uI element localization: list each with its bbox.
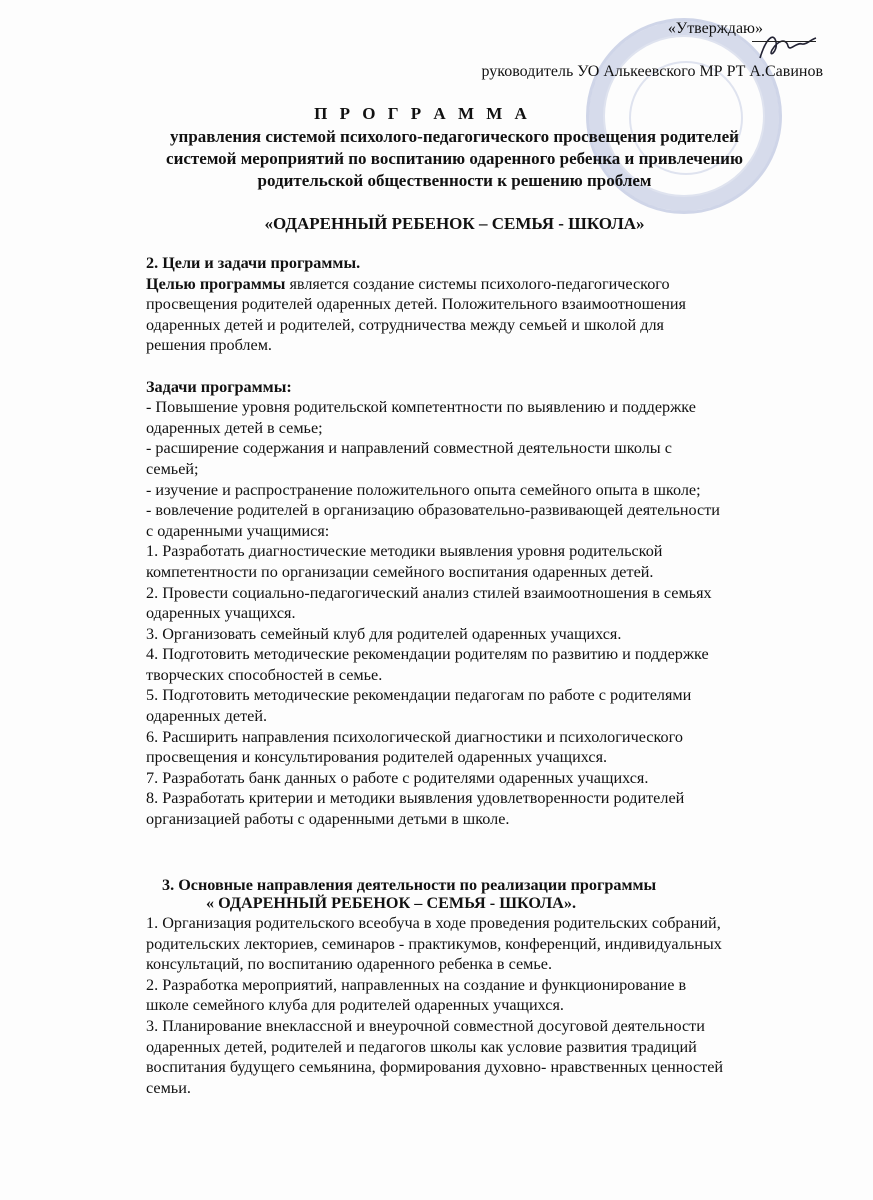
- program-name: «ОДАРЕННЫЙ РЕБЕНОК – СЕМЬЯ - ШКОЛА»: [264, 214, 645, 233]
- task-line: одаренных учащихся.: [146, 604, 296, 623]
- approval-underline: [752, 41, 816, 42]
- task-line: компетентности по организации семейного воспитания одаренных детей.: [146, 562, 654, 581]
- program-subtitle: [18, 126, 873, 192]
- section-2-heading: 2. Цели и задачи программы.: [146, 254, 361, 272]
- direction-line: воспитания будущего семьянина, формирования духовно- нравственных ценностей: [146, 1058, 724, 1077]
- section-2: [146, 253, 846, 830]
- task-line: одаренных детей.: [146, 707, 268, 726]
- goal-line: одаренных детей и родителей, сотрудничества между семьей и школой для: [146, 315, 664, 334]
- tasks-heading: Задачи программы:: [146, 377, 292, 396]
- task-line: - Повышение уровня родительской компетентности по выявлению и поддержке: [146, 398, 696, 417]
- direction-line: семьи.: [146, 1078, 191, 1097]
- task-line: - расширение содержания и направлений совместной деятельности школы с: [146, 439, 672, 458]
- direction-line: родительских лекториев, семинаров - практикумов, конференций, индивидуальных: [146, 934, 722, 953]
- task-line: 1. Разработать диагностические методики выявления уровня родительской: [146, 542, 663, 561]
- task-line: 2. Провести социально-педагогический анализ стилей взаимоотношения в семьях: [146, 583, 712, 602]
- direction-line: одаренных детей, родителей и педагогов школы как условие развития традиций: [146, 1037, 697, 1056]
- task-line: организацией работы с одаренными детьми в школе.: [146, 810, 510, 829]
- direction-line: 3. Планирование внеклассной и внеурочной совместной досуговой деятельности: [146, 1016, 705, 1035]
- direction-line: 2. Разработка мероприятий, направленных на создание и функционирование в: [146, 975, 687, 994]
- section-3-heading-2: « ОДАРЕННЫЙ РЕБЕНОК – СЕМЬЯ - ШКОЛА».: [206, 894, 577, 912]
- goal-label: Целью программы: [146, 274, 286, 293]
- approval-head: руководитель УО Алькеевского МР РТ А.Савинов: [481, 63, 823, 80]
- task-line: просвещения и консультирования родителей одаренных учащихся.: [146, 748, 608, 767]
- program-word: П Р О Г Р А М М А: [314, 104, 531, 123]
- direction-line: школе семейного клуба для родителей одаренных учащихся.: [146, 996, 564, 1015]
- task-line: 8. Разработать критерии и методики выявления удовлетворенности родителей: [146, 789, 685, 808]
- task-line: - вовлечение родителей в организацию образовательно-развивающей деятельности: [146, 501, 720, 520]
- task-line: 5. Подготовить методические рекомендации педагогам по работе с родителями: [146, 686, 692, 705]
- section-3-heading: 3. Основные направления деятельности по реализации программы: [162, 876, 657, 894]
- goal-line: решения проблем.: [146, 336, 272, 355]
- task-line: 4. Подготовить методические рекомендации родителям по развитию и поддержке: [146, 645, 709, 664]
- direction-line: 1. Организация родительского всеобуча в ходе проведения родительских собраний,: [146, 914, 721, 932]
- task-line: 6. Расширить направления психологической диагностики и психологического: [146, 727, 683, 746]
- subtitle-line: системой мероприятий по воспитанию одаренного ребенка и привлечению: [166, 149, 743, 168]
- task-line: - изучение и распространение положительного опыта семейного опыта в школе;: [146, 480, 701, 499]
- task-line: 7. Разработать банк данных о работе с родителями одаренных учащихся.: [146, 768, 649, 787]
- subtitle-line: родительской общественности к решению проблем: [257, 171, 652, 190]
- task-line: семьей;: [146, 459, 199, 478]
- task-line: с одаренными учащимися:: [146, 521, 330, 540]
- subtitle-line: управления системой психолого-педагогического просвещения родителей: [170, 127, 739, 146]
- section-3: [146, 913, 846, 1098]
- approval-label: «Утверждаю»: [667, 20, 763, 37]
- goal-line: просвещения родителей одаренных детей. Положительного взаимоотношения: [146, 295, 686, 314]
- goal-paragraph: Целью программы является создание системы психолого-педагогического: [146, 274, 670, 293]
- task-line: одаренных детей в семье;: [146, 418, 323, 437]
- task-line: творческих способностей в семье.: [146, 665, 383, 684]
- task-line: 3. Организовать семейный клуб для родителей одаренных учащихся.: [146, 624, 622, 643]
- direction-line: консультаций, по воспитанию одаренного ребенка в семье.: [146, 955, 553, 974]
